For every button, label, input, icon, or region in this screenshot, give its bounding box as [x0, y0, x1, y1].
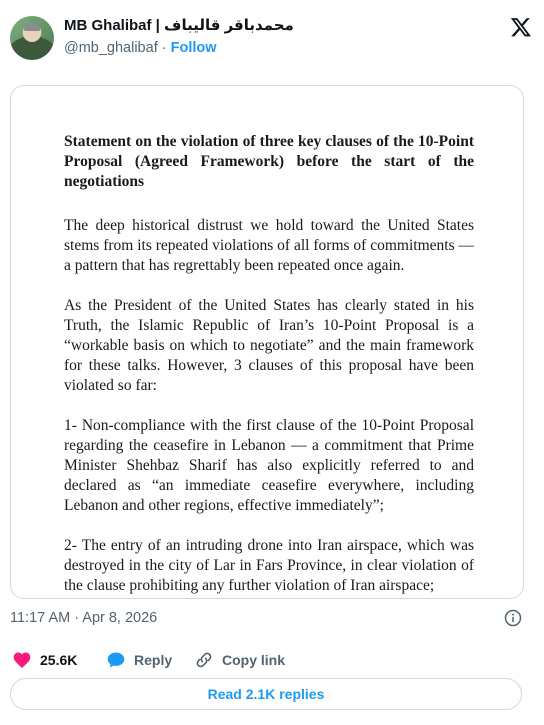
x-logo-icon[interactable]	[510, 16, 532, 38]
follow-button[interactable]: Follow	[170, 40, 217, 56]
like-button[interactable]	[12, 650, 77, 670]
avatar[interactable]	[10, 16, 54, 60]
statement-document	[64, 132, 474, 599]
handle-line	[64, 40, 217, 56]
document-paragraph: The deep historical distrust we hold toward the United States stems from its repeated violations of all forms of commitments — a pattern that has regrettably been repeated once again.	[64, 217, 474, 274]
info-icon[interactable]	[504, 609, 522, 627]
reply-label: Reply	[134, 652, 173, 668]
display-name[interactable]: MB Ghalibaf | محمدباقر قالیباف	[64, 17, 294, 34]
document-paragraph: 1- Non-compliance with the first clause of the 10-Point Proposal regarding the ceasefire in Lebanon — a commitment that Prime Minister Shehbaz Sharif has also explicitly referred to and declared as “an immediate ceasefire everywhere, including Lebanon and other regions, effective immediately”;	[64, 417, 474, 514]
copy-link-label: Copy link	[222, 652, 286, 668]
reply-bubble-icon	[106, 650, 126, 670]
tweet-header	[10, 12, 534, 60]
read-replies-button[interactable]: Read 2.1K replies	[10, 678, 522, 710]
like-count: 25.6K	[40, 652, 78, 668]
document-paragraph: As the President of the United States has clearly stated in his Truth, the Islamic Republic of Iran’s 10-Point Proposal is a “workable basis on which to negotiate” and the main framework for these talks. However, 3 clauses of this proposal have been violated so far:	[64, 297, 474, 394]
separator: ·	[161, 40, 167, 56]
copy-link-button[interactable]	[194, 650, 285, 670]
link-icon	[194, 650, 214, 670]
reply-button[interactable]	[106, 650, 172, 670]
handle[interactable]: @mb_ghalibaf	[64, 40, 158, 56]
tweet-timestamp[interactable]: 11:17 AM · Apr 8, 2026	[10, 610, 158, 626]
heart-icon	[12, 650, 32, 670]
document-title: Statement on the violation of three key clauses of the 10-Point Proposal (Agreed Framework) before the start of the negotiations	[64, 133, 474, 190]
tweet-actions	[10, 650, 530, 670]
document-paragraph: 2- The entry of an intruding drone into Iran airspace, which was destroyed in the city of Lar in Fars Province, in clear violation of the clause prohibiting any further violation of Iran airspace;	[64, 537, 474, 594]
attached-document-image[interactable]	[10, 85, 524, 599]
